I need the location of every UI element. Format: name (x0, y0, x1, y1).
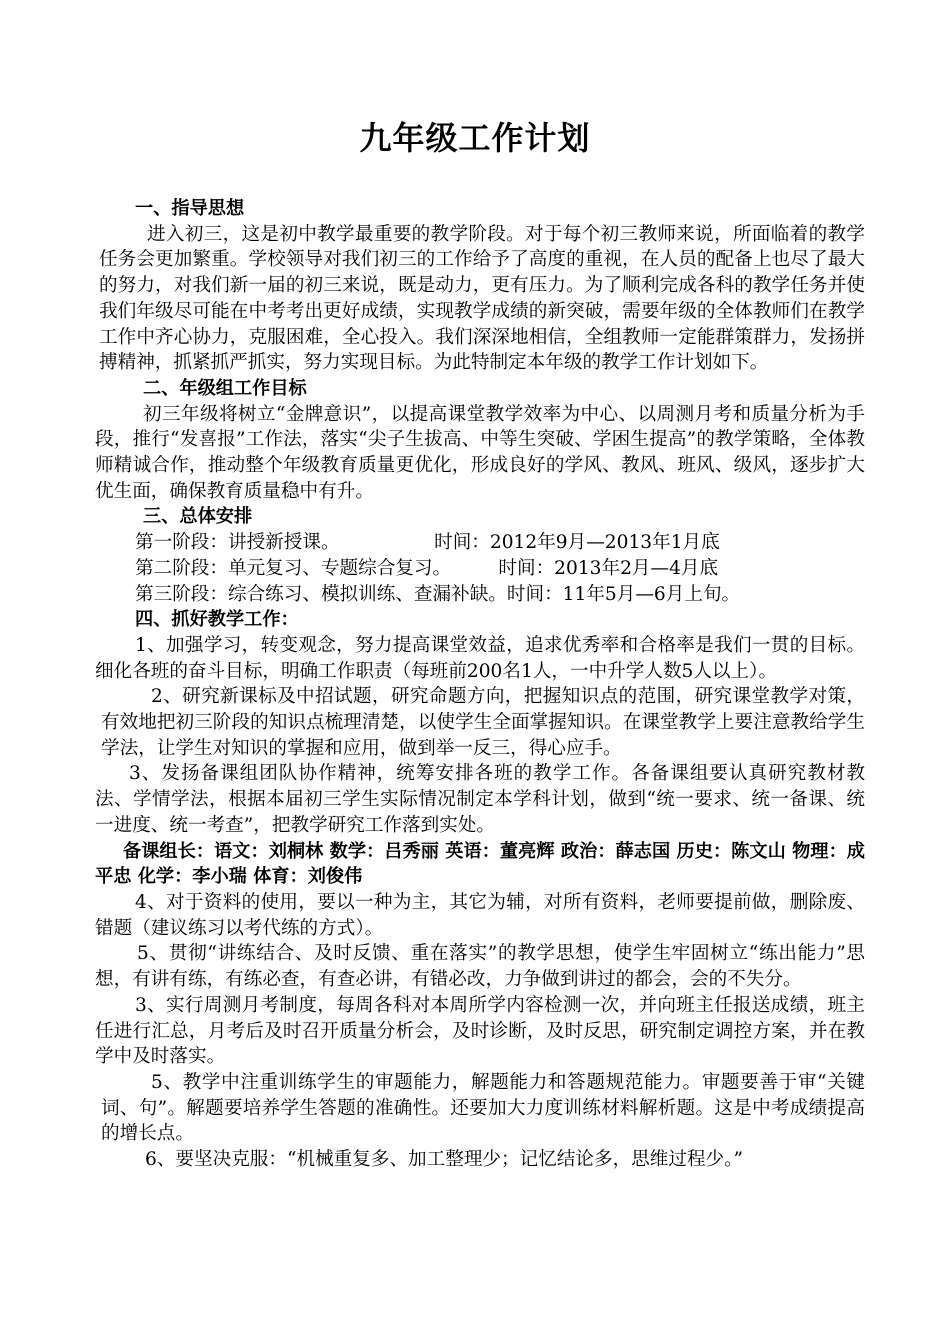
section-heading-guiding-thought: 一、指导思想 (135, 198, 245, 219)
section-heading-goals: 二、年级组工作目标 (143, 377, 307, 399)
section-heading-teaching: 四、抓好教学工作： (135, 609, 299, 631)
paragraph-guiding-thought: 进入初三，这是初中教学最重要的教学阶段。对于每个初三教师来说，所面临着的教学任务会更加繁重。学校领导对我们初三的工作给予了高度的重视，在人员的配备上也尽了最大的努力，对我们新一届的初三来说，既是动力，更有压力。为了顺利完成各科的教学任务并使我们年级尽可能在中考考出更好成绩，实现教学成绩的新突破，需要年级的全体教师们在教学工作中齐心协力，克服困难，全心投入。我们深深地相信，全组教师一定能群策群力，发扬拼搏精神，抓紧抓严抓实，努力实现目标。为此特制定本年级的教学工作计划如下。 (99, 223, 865, 374)
list-item-3b: 3、实行周测月考制度，每周各科对本周所学内容检测一次，并向班主任报送成绩，班主任进行汇总，月考后及时召开质量分析会，及时诊断，及时反思，研究制定调控方案，并在教学中及时落实。 (95, 994, 865, 1068)
stage-1-line: 第一阶段：讲授新授课。 时间：2012年9月—2013年1月底 (135, 532, 720, 554)
list-item-6: 6、要坚决克服：“机械重复多、加工整理少；记忆结论多，思维过程少。” (145, 1149, 743, 1171)
stage-3-line: 第三阶段：综合练习、模拟训练、查漏补缺。时间：11年5月—6月上旬。 (135, 583, 741, 605)
lesson-group-leaders: 备课组长：语文：刘桐林 数学：吕秀丽 英语：董亮辉 政治：薛志国 历史：陈文山 物理：成平忠 化学：李小瑞 体育：刘俊伟 (95, 840, 865, 888)
paragraph-goals: 初三年级将树立“金牌意识”，以提高课堂教学效率为中心、以周测月考和质量分析为手段，推行“发喜报”工作法，落实“尖子生拔高、中等生突破、学困生提高”的教学策略，全体教师精诚合作，推动整个年级教育质量更优化，形成良好的学风、教风、班风、级风，逐步扩大优生面，确保教育质量稳中有升。 (95, 403, 865, 502)
list-item-2: 2、研究新课标及中招试题，研究命题方向，把握知识点的范围，研究课堂教学对策，有效地把初三阶段的知识点梳理清楚，以使学生全面掌握知识。在课堂教学上要注意教给学生学法，让学生对知识的掌握和应用，做到举一反三，得心应手。 (101, 686, 865, 759)
document-title: 九年级工作计划 (359, 119, 591, 157)
stage-2-line: 第二阶段：单元复习、专题综合复习。 时间：2013年2月—4月底 (135, 557, 719, 579)
list-item-5b: 5、教学中注重训练学生的审题能力，解题能力和答题规范能力。审题要善于审“关键词、句”。解题要培养学生答题的准确性。还要加大力度训练材料解析题。这是中考成绩提高的增长点。 (101, 1071, 865, 1145)
section-heading-arrangement: 三、总体安排 (143, 506, 253, 528)
list-item-3: 3、发扬备课组团队协作精神，统筹安排各班的教学工作。各备课组要认真研究教材教法、学情学法，根据本届初三学生实际情况制定本学科计划，做到“统一要求、统一备课、统一进度、统一考查”，把教学研究工作落到实处。 (95, 763, 865, 836)
list-item-5a: 5、贯彻“讲练结合、及时反馈、重在落实”的教学思想，使学生牢固树立“练出能力”思想，有讲有练，有练必查，有查必讲，有错必改，力争做到讲过的都会，会的不失分。 (95, 943, 865, 991)
document-body (95, 196, 865, 1173)
list-item-1: 1、加强学习，转变观念，努力提高课堂效益，追求优秀率和合格率是我们一贯的目标。细化各班的奋斗目标，明确工作职责（每班前200名1人，一中升学人数5人以上）。 (95, 634, 865, 682)
list-item-4: 4、对于资料的使用，要以一种为主，其它为辅，对所有资料，老师要提前做，删除废、错题（建议练习以考代练的方式）。 (95, 891, 865, 939)
